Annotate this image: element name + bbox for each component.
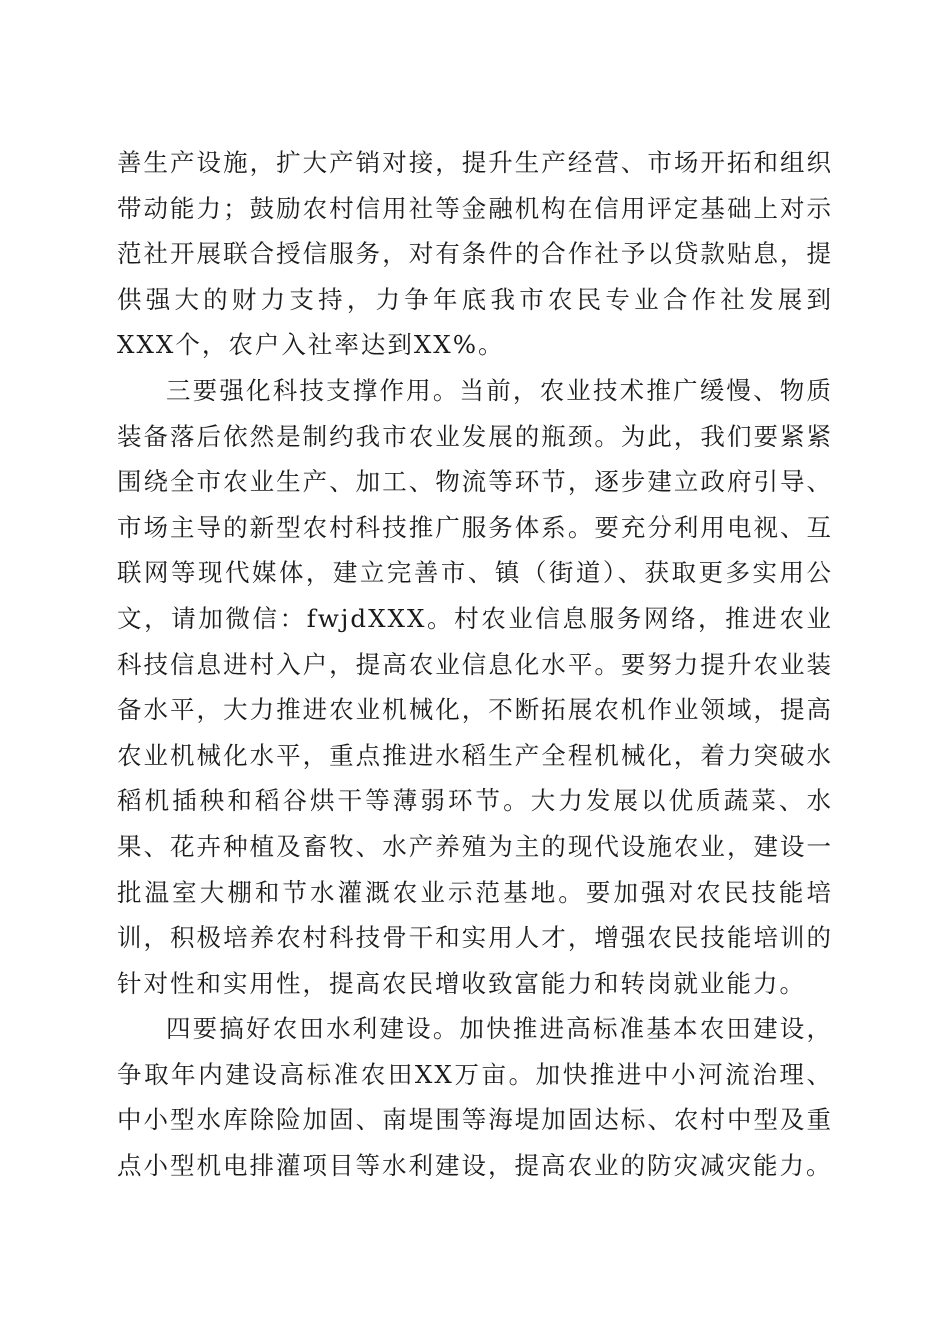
paragraph-cooperative-support: 善生产设施，扩大产销对接，提升生产经营、市场开拓和组织带动能力；鼓励农村信用社等金融机构在信用评定基础上对示范社开展联合授信服务，对有条件的合作社予以贷款贴息，提供强大的财力支持，力争年底我市农民专业合作社发展到XXX个，农户入社率达到XX%。 [117,148,833,360]
paragraph-technology-support: 三要强化科技支撑作用。当前，农业技术推广缓慢、物质装备落后依然是制约我市农业发展的瓶颈。为此，我们要紧紧围绕全市农业生产、加工、物流等环节，逐步建立政府引导、市场主导的新型农村科技推广服务体系。要充分利用电视、互联网等现代媒体，建立完善市、镇（街道）、获取更多实用公文，请加微信：fwjdXXX。村农业信息服务网络，推进农业科技信息进村入户，提高农业信息化水平。要努力提升农业装备水平，大力推进农业机械化，不断拓展农机作业领域，提高农业机械化水平，重点推进水稻生产全程机械化，着力突破水稻机插秧和稻谷烘干等薄弱环节。大力发展以优质蔬菜、水果、花卉种植及畜牧、水产养殖为主的现代设施农业，建设一批温室大棚和节水灌溉农业示范基地。要加强对农民技能培训，积极培养农村科技骨干和实用人才，增强农民技能培训的针对性和实用性，提高农民增收致富能力和转岗就业能力。 [117,375,833,998]
paragraph-water-conservancy: 四要搞好农田水利建设。加快推进高标准基本农田建设，争取年内建设高标准农田XX万亩。加快推进中小河流治理、中小型水库除险加固、南堤围等海堤加固达标、农村中型及重点小型机电排灌项目等水利建设，提高农业的防灾减灾能力。 [117,1014,833,1181]
document-body [117,140,833,1189]
